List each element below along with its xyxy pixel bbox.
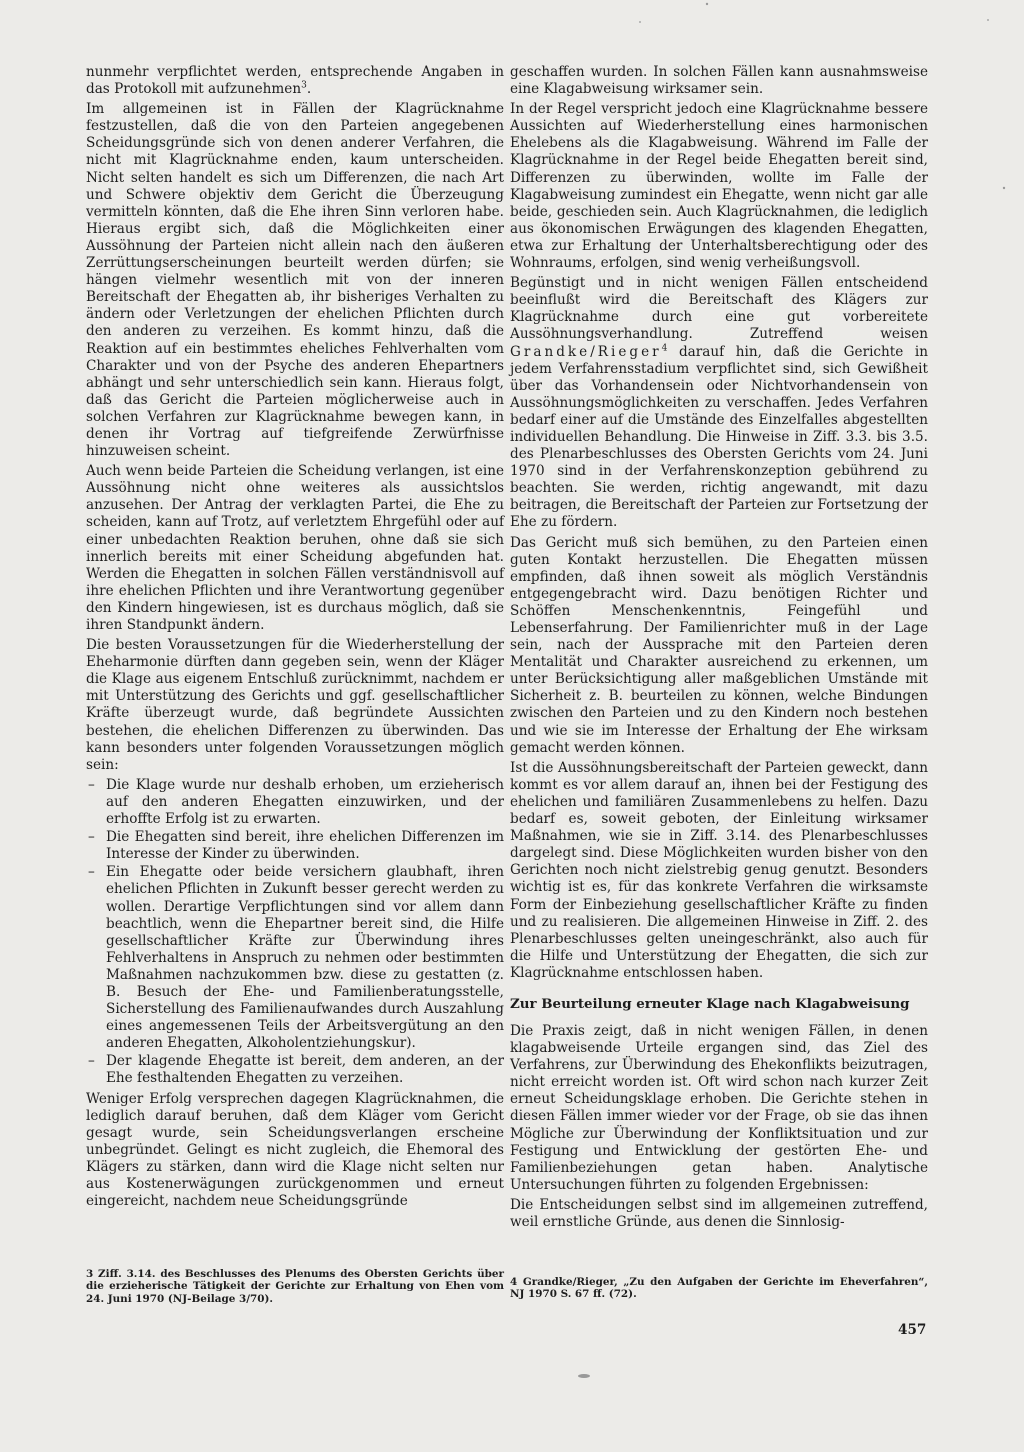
- list-item-text: Ein Ehegatte oder beide versichern glaubhaft, ihren ehelichen Pflichten in Zukunft besser gerecht werden zu wollen. Derartige Verpflichtungen sind vor allem dann beachtlich, wenn die Ehepartner bereit sind, die Hilfe gesellschaftlicher Kräfte zur Überwindung ihres Fehlverhaltens in Anspruch zu nehmen oder bestimmten Maßnahmen nachzukommen bzw. diese zu gestatten (z. B. Besuch der Ehe- und Familienberatungsstelle, Sicherstellung des Familienaufwandes durch Auszahlung eines angemessenen Teils der Arbeitsvergütung an den anderen Ehegatten, Alkoholentziehungskur).: [106, 864, 504, 1052]
- list-item: [86, 829, 504, 863]
- section-heading: Zur Beurteilung erneuter Klage nach Klagabweisung: [510, 995, 910, 1012]
- paragraph-text: Begünstigt und in nicht wenigen Fällen entscheidend beeinflußt wird die Bereitschaft des Klägers zur Klagrücknahme durch eine gut vorbereitete Aussöhnungsverhandlung. Zutreffend weisen: [510, 275, 928, 343]
- paragraph: Auch wenn beide Parteien die Scheidung verlangen, ist eine Aussöhnung nicht ohne weiteres als aussichtslos anzusehen. Der Antrag der verklagten Partei, die Ehe zu scheiden, kann auf Trotz, auf verletztem Ehrgefühl oder auf einer unbedachten Reaktion beruhen, ohne daß sie sich innerlich bereits mit einer Scheidung abgefunden hat. Werden die Ehegatten in solchen Fällen verständnisvoll auf ihre ehelichen Pflichten und ihre Verantwortung gegenüber den Kindern hingewiesen, ist es durchaus möglich, daß sie ihren Standpunkt ändern.: [86, 463, 504, 633]
- paragraph: nunmehr verpflichtet werden, entsprechende Angaben in das Protokoll mit aufzunehmen$^3$.: [86, 64, 504, 98]
- dash-bullet: –: [88, 1053, 95, 1070]
- paragraph: Die Entscheidungen selbst sind im allgemeinen zutreffend, weil ernstliche Gründe, aus denen die Sinnlosig-: [510, 1196, 928, 1230]
- paragraph: geschaffen wurden. In solchen Fällen kann ausnahmsweise eine Klagabweisung wirksamer sein.: [510, 64, 928, 98]
- list-item-text: Die Klage wurde nur deshalb erhoben, um erzieherisch auf den anderen Ehegatten einzuwirken, und der erhoffte Erfolg ist zu erwarten.: [106, 776, 504, 828]
- dash-bullet: –: [88, 829, 95, 846]
- paragraph: Das Gericht muß sich bemühen, zu den Parteien einen guten Kontakt herzustellen. Die Ehegatten müssen empfinden, daß ihnen soweit als möglich Verständnis entgegengebracht wird. Dazu benötigen Richter und Schöffen Menschenkenntnis, Feingefühl und Lebenserfahrung. Der Familienrichter muß in der Lage sein, nach der Aussprache mit den Parteien deren Mentalität und Charakter ausreichend zu erkennen, um unter Berücksichtigung aller maßgeblichen Umstände mit Sicherheit z. B. beurteilen zu können, welche Bindungen zwischen den Parteien und zu den Kindern noch bestehen und wie sie im Interesse der Erhaltung der Ehe wirksam gemacht werden können.: [510, 534, 928, 756]
- footnote-ref: 3: [301, 80, 307, 91]
- dash-bullet: –: [88, 864, 95, 881]
- footnote-4: 4 Grandke/Rieger, „Zu den Aufgaben der Gerichte im Eheverfahren“, NJ 1970 S. 67 ff. (72).: [510, 1276, 928, 1301]
- footnote-ref: 4: [661, 342, 668, 353]
- page-number: 457: [898, 1322, 927, 1338]
- paragraph-text: nunmehr verpflichtet werden, entsprechende Angaben in das Protokoll mit aufzunehmen: [86, 64, 504, 98]
- condition-list: [86, 777, 504, 1088]
- left-column: [86, 64, 504, 1213]
- list-item: [86, 864, 504, 1052]
- paragraph: Weniger Erfolg versprechen dagegen Klagrücknahmen, die lediglich darauf beruhen, daß dem Kläger vom Gericht gesagt wurde, sein Scheidungsverlangen erscheine unbegründet. Gelingt es nicht zugleich, die Ehemoral des Klägers zu stärken, dann wird die Klage nicht selten nur aus Kostenerwägungen zurückgenommen und erneut eingereicht, nachdem neue Scheidungsgründe: [86, 1090, 504, 1210]
- dash-bullet: –: [88, 776, 95, 793]
- list-item-text: Der klagende Ehegatte ist bereit, dem anderen, an der Ehe festhaltenden Ehegatten zu verzeihen.: [106, 1053, 504, 1087]
- paragraph: Die besten Voraussetzungen für die Wiederherstellung der Eheharmonie dürften dann gegeben sein, wenn der Kläger die Klage aus eigenem Entschluß zurücknimmt, nachdem er mit Unterstützung des Gerichts und ggf. gesellschaftlicher Kräfte überzeugt wurde, daß begründete Aussichten bestehen, die ehelichen Differenzen zu überwinden. Das kann besonders unter folgenden Voraussetzungen möglich sein:: [86, 637, 504, 773]
- author-names: Grandke/Rieger: [510, 343, 662, 360]
- list-item: [86, 777, 504, 828]
- paragraph: Im allgemeinen ist in Fällen der Klagrücknahme festzustellen, daß die von den Parteien angegebenen Scheidungsgründe sich von denen anderer Verfahren, die nicht mit Klagrücknahme enden, kaum unterscheiden. Nicht selten handelt es sich um Differenzen, die nach Art und Schwere objektiv dem Gericht die Überzeugung vermitteln könnten, daß die Ehe ihren Sinn verloren habe. Hieraus ergibt sich, daß die Möglichkeiten einer Aussöhnung der Parteien nicht allein nach den äußeren Zerrüttungserscheinungen beurteilt werden dürfen; sie hängen vielmehr wesentlich mit von der inneren Bereitschaft der Ehegatten ab, ihr bisheriges Verhalten zu ändern oder Verletzungen der ehelichen Pflichten durch den anderen zu verzeihen. Es kommt hinzu, daß die Reaktion auf ein bestimmtes eheliches Fehlverhalten vom Charakter und von der Psyche des anderen Ehepartners abhängt und sehr unterschiedlich sein kann. Hieraus folgt, daß das Gericht die Parteien möglicherweise auch in solchen Verfahren zur Klagrücknahme bewegen kann, in denen ihr Vortrag auf tiefgreifende Zerwürfnisse hinzuweisen scheint.: [86, 101, 504, 460]
- paragraph: In der Regel verspricht jedoch eine Klagrücknahme bessere Aussichten auf Wiederherstellung eines harmonischen Ehelebens als die Klagabweisung. Während im Falle der Klagrücknahme in der Regel beide Ehegatten bereit sind, Differenzen zu überwinden, wollte im Falle der Klagabweisung zumindest ein Ehegatte, wenn nicht gar alle beide, geschieden sein. Auch Klagrücknahmen, die lediglich aus ökonomischen Erwägungen des klagenden Ehegatten, etwa zur Erhaltung der Unterhaltsberechtigung oder des Wohnraums, erfolgen, sind wenig verheißungsvoll.: [510, 101, 928, 272]
- paragraph: Die Praxis zeigt, daß in nicht wenigen Fällen, in denen klagabweisende Urteile ergangen sind, das Ziel des Verfahrens, zur Überwindung des Ehekonflikts beizutragen, nicht erreicht worden ist. Oft wird schon nach kurzer Zeit erneut Scheidungsklage erhoben. Die Gerichte stehen in diesen Fällen immer wieder vor der Frage, ob sie das ihnen Mögliche zur Überwindung der Konfliktsituation und zur Festigung und Entwicklung der gestörten Ehe- und Familienbeziehungen getan haben. Analytische Untersuchungen führten zu folgenden Ergebnissen:: [510, 1022, 928, 1193]
- list-item: [86, 1053, 504, 1087]
- paragraph: [510, 275, 928, 531]
- footnote-3: 3 Ziff. 3.14. des Beschlusses des Plenums des Obersten Gerichts über die erzieherische Tätigkeit der Gerichte zur Erhaltung von Ehen vom 24. Juni 1970 (NJ-Beilage 3/70).: [86, 1268, 504, 1305]
- right-column: [510, 64, 928, 1234]
- list-item-text: Die Ehegatten sind bereit, ihre ehelichen Differenzen im Interesse der Kinder zu überwinden.: [106, 829, 504, 863]
- paragraph: Ist die Aussöhnungsbereitschaft der Parteien geweckt, dann kommt es vor allem darauf an, ihnen bei der Festigung des ehelichen und familiären Zusammenlebens zu helfen. Dazu bedarf es, soweit geboten, der Einleitung wirksamer Maßnahmen, wie sie in Ziff. 3.14. des Plenarbeschlusses dargelegt sind. Diese Möglichkeiten wurden bisher von den Gerichten noch nicht zielstrebig genug genutzt. Besonders wichtig ist es, für das konkrete Verfahren die wirksamste Form der Einbeziehung gesellschaftlicher Kräfte zu finden und zu realisieren. Die allgemeinen Hinweise in Ziff. 2. des Plenarbeschlusses gelten uneingeschränkt, also auch für die Hilfe und Unterstützung der Ehegatten, die sich zur Klagrücknahme entschlossen haben.: [510, 759, 928, 981]
- paragraph-text: darauf hin, daß die Gerichte in jedem Verfahrensstadium verpflichtet sind, sich Gewißheit über das Vorhandensein oder Nichtvorhandensein von Aussöhnungsmöglichkeiten zu verschaffen. Jedes Verfahren bedarf einer auf die Umstände des Einzelfalles abgestellten individuellen Behandlung. Die Hinweise in Ziff. 3.3. bis 3.5. des Plenarbeschlusses des Obersten Gerichts vom 24. Juni 1970 sind in der Verfahrenskonzeption gebührend zu beachten. Sie werden, richtig angewandt, mit dazu beitragen, die Bereitschaft der Parteien zur Fortsetzung der Ehe zu fördern.: [510, 343, 928, 531]
